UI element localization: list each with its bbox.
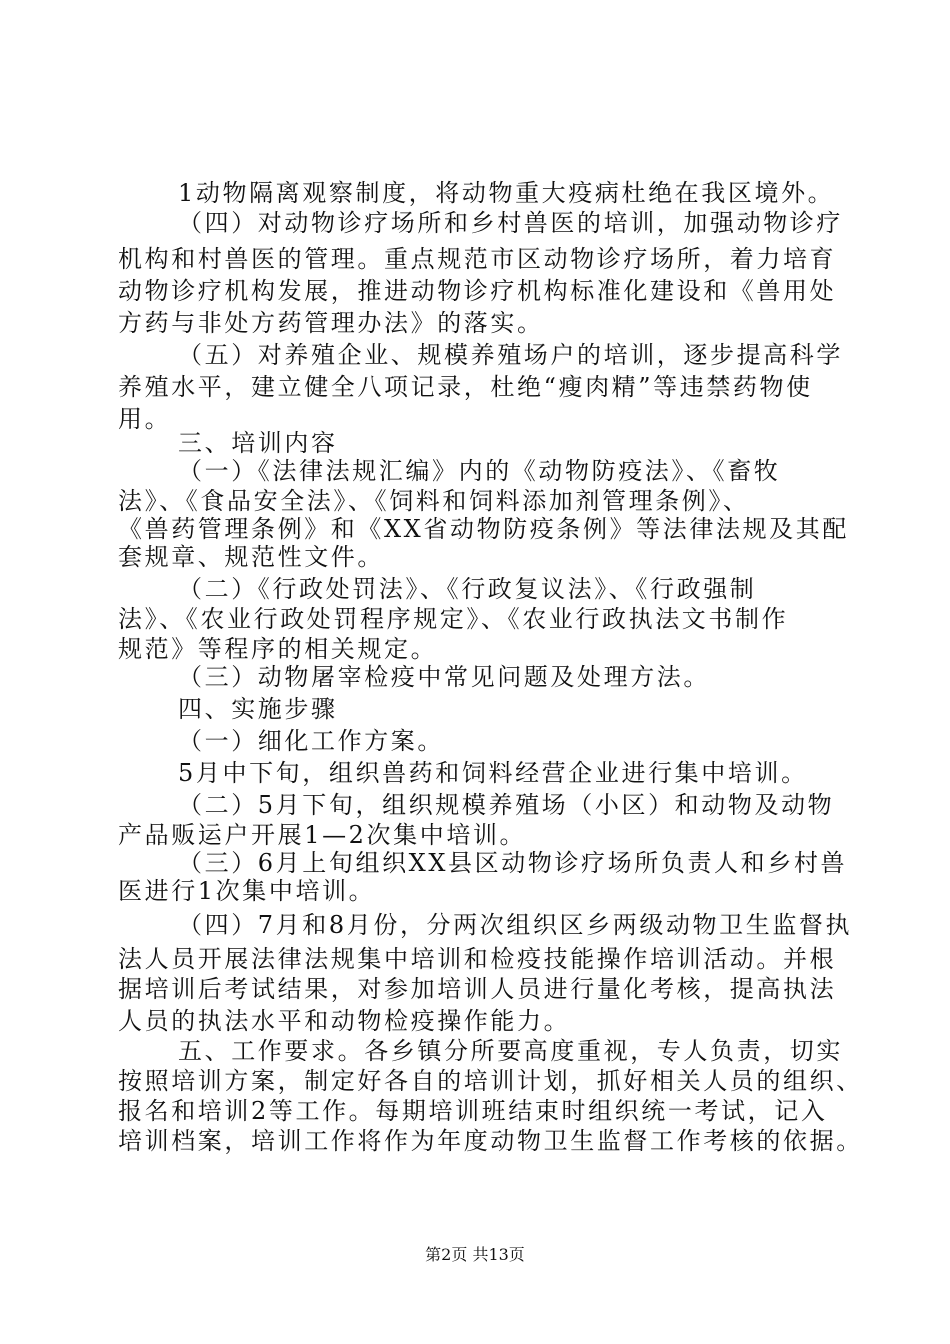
text-line: （二）5月下旬，组织规模养殖场（小区）和动物及动物 xyxy=(178,791,835,819)
section-heading: 五、工作要求。各乡镇分所要高度重视，专人负责，切实 xyxy=(178,1037,843,1065)
text-line: 动物诊疗机构发展，推进动物诊疗机构标准化建设和《兽用处 xyxy=(118,277,837,305)
text-line: 规范》等程序的相关规定。 xyxy=(118,635,438,663)
text-line: 法》、《食品安全法》、《饲料和饲料添加剂管理条例》、 xyxy=(118,487,750,515)
text-line: 报名和培训2等工作。每期培训班结束时组织统一考试，记入 xyxy=(118,1097,828,1125)
text-line: 按照培训方案，制定好各自的培训计划，抓好相关人员的组织、 xyxy=(118,1067,863,1095)
text-line: （四）对动物诊疗场所和乡村兽医的培训，加强动物诊疗 xyxy=(178,209,843,237)
text-line: 套规章、规范性文件。 xyxy=(118,543,384,571)
text-line: （一）《法律法规汇编》内的《动物防疫法》、《畜牧 xyxy=(178,457,781,485)
text-line: 据培训后考试结果，对参加培训人员进行量化考核，提高执法 xyxy=(118,975,837,1003)
text-line: 用。 xyxy=(118,405,172,433)
text-line: 1动物隔离观察制度，将动物重大疫病杜绝在我区境外。 xyxy=(178,179,835,207)
text-line: 培训档案，培训工作将作为年度动物卫生监督工作考核的依据。 xyxy=(118,1127,863,1155)
text-line: 5月中下旬，组织兽药和饲料经营企业进行集中培训。 xyxy=(178,759,808,787)
text-line: 《兽药管理条例》和《XX省动物防疫条例》等法律法规及其配 xyxy=(118,515,849,543)
text-line: （三）动物屠宰检疫中常见问题及处理方法。 xyxy=(178,663,710,691)
text-line: 人员的执法水平和动物检疫操作能力。 xyxy=(118,1007,571,1035)
text-line: （三）6月上旬组织XX县区动物诊疗场所负责人和乡村兽 xyxy=(178,849,848,877)
text-line: 法》、《农业行政处罚程序规定》、《农业行政执法文书制作 xyxy=(118,605,789,633)
text-line: 方药与非处方药管理办法》的落实。 xyxy=(118,309,544,337)
page-number-footer: 第2页 共13页 xyxy=(425,1245,525,1264)
text-line: （五）对养殖企业、规模养殖场户的培训，逐步提高科学 xyxy=(178,341,843,369)
text-line: 医进行1次集中培训。 xyxy=(118,877,376,905)
text-line: （二）《行政处罚法》、《行政复议法》、《行政强制 xyxy=(178,575,757,603)
section-heading: 四、实施步骤 xyxy=(178,695,338,723)
text-line: 养殖水平，建立健全八项记录，杜绝“瘦肉精”等违禁药物使 xyxy=(118,373,813,401)
text-line: （一）细化工作方案。 xyxy=(178,727,444,755)
text-line: 法人员开展法律法规集中培训和检疫技能操作培训活动。并根 xyxy=(118,945,837,973)
text-line: 产品贩运户开展1—2次集中培训。 xyxy=(118,821,527,849)
text-line: （四）7月和8月份，分两次组织区乡两级动物卫生监督执 xyxy=(178,911,853,939)
text-line: 机构和村兽医的管理。重点规范市区动物诊疗场所，着力培育 xyxy=(118,245,837,273)
section-heading: 三、培训内容 xyxy=(178,429,338,457)
